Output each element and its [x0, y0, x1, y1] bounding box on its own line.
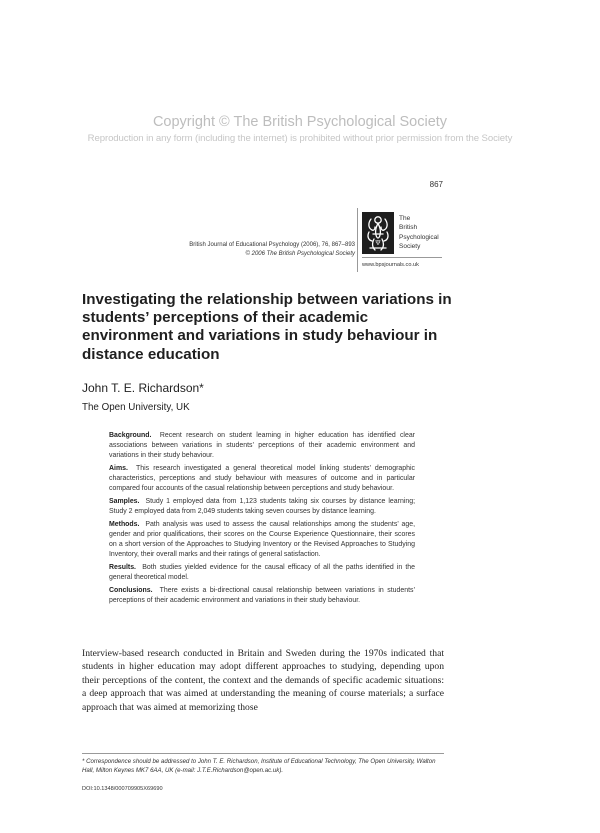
header-divider: [357, 208, 358, 272]
society-name-line: Society: [399, 243, 421, 251]
abstract-conclusions: [109, 586, 415, 606]
abstract: [109, 431, 415, 609]
body-text: [82, 647, 444, 714]
svg-text:Ψ: Ψ: [375, 239, 381, 247]
abstract-text: Both studies yielded evidence for the causal efficacy of all the paths identified in the general theoretical model.: [109, 564, 416, 581]
doi: DOI:10.1348/000709905X69690: [82, 786, 163, 792]
abstract-methods: [109, 520, 415, 560]
abstract-samples: [109, 497, 415, 517]
article-title: Investigating the relationship between variations in students’ perceptions of their academic environment and variations in study behaviour in distance education: [82, 291, 452, 363]
logo-divider: [362, 257, 442, 258]
abstract-results: [109, 563, 415, 583]
society-name-line: Psychological: [399, 233, 439, 241]
abstract-text: Path analysis was used to assess the causal relationships among the students’ age, gender and prior qualifications, their scores on the Course Experience Questionnaire, their scores on a short version of the Approaches to Studying Inventory or the Revised Approaches to Studying Inventory, their overall marks and their ratings of general satisfaction.: [109, 521, 415, 558]
abstract-label: Conclusions.: [109, 587, 153, 594]
bps-logo-icon: [362, 212, 394, 254]
abstract-text: This research investigated a general theoretical model linking students’ demographic characteristics, perceptions and study behaviour with measures of outcome and in particular compared four accounts of the casual relationship between perceptions and study behaviour.: [109, 465, 415, 492]
correspondence-footnote: * Correspondence should be addressed to John T. E. Richardson, Institute of Educational Technology, The Open University, Walton Hall, Milton Keynes MK7 6AA, UK (e-mail: J.T.E.Richardson@open.ac.uk).: [82, 758, 436, 774]
society-name: [399, 214, 439, 252]
reproduction-notice: Reproduction in any form (including the internet) is prohibited without prior permission from the Society: [87, 133, 513, 144]
abstract-label: Background.: [109, 432, 152, 439]
abstract-label: Results.: [109, 564, 136, 571]
abstract-text: Study 1 employed data from 1,123 students taking six courses by distance learning; Study 2 employed data from 2,049 students taking seven courses by distance learning.: [109, 498, 415, 515]
copyright-watermark: Copyright © The British Psychological Society: [152, 114, 448, 130]
author-name: John T. E. Richardson*: [82, 381, 204, 395]
abstract-label: Aims.: [109, 465, 128, 472]
abstract-aims: [109, 464, 415, 494]
copyright-line: © 2006 The British Psychological Society: [245, 251, 355, 257]
abstract-text: There exists a bi-directional causal relationship between variations in students’ perceptions of their academic environment and variations in their study behaviour.: [109, 587, 416, 604]
page-number: 867: [429, 180, 443, 189]
website-link[interactable]: www.bpsjournals.co.uk: [362, 262, 419, 268]
footnote-rule: [82, 753, 444, 754]
society-name-line: British: [399, 224, 418, 232]
society-name-line: The: [399, 215, 411, 222]
abstract-label: Samples.: [109, 498, 140, 505]
journal-line: British Journal of Educational Psychology (2006), 76, 867–893: [189, 242, 355, 248]
journal-citation: [189, 241, 355, 259]
body-paragraph: Interview-based research conducted in Britain and Sweden during the 1970s indicated that students in higher education may adopt different approaches to studying, depending upon their perceptions of the content, the context and the demands of specific academic situations: a deep approach that was aimed at understanding the meaning of course materials; a surface approach that was aimed at memorizing those: [82, 648, 444, 713]
abstract-text: Recent research on student learning in higher education has identified clear associations between variations in students’ perceptions of their academic environment and variations in their study behaviour.: [109, 432, 415, 459]
abstract-label: Methods.: [109, 521, 140, 528]
abstract-background: [109, 431, 415, 461]
author-affiliation: The Open University, UK: [82, 402, 190, 413]
